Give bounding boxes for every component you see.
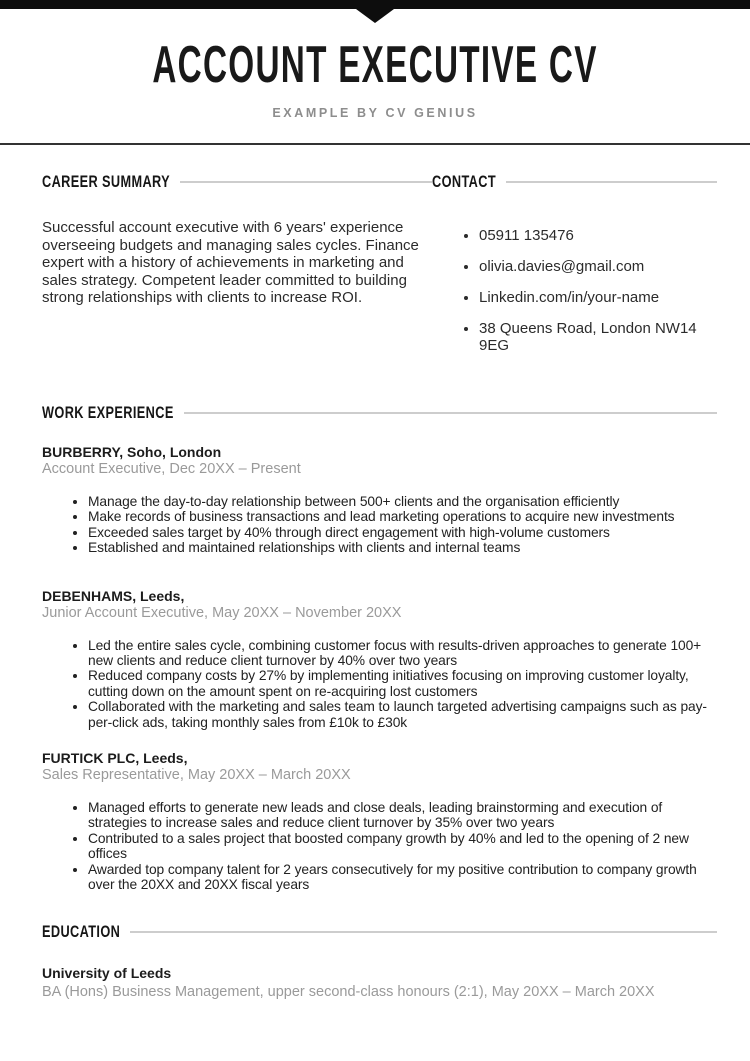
education-details: BA (Hons) Business Management, upper second-class honours (2:1), May 20XX – March 20XX [42, 983, 655, 1000]
contact-item-phone: • 05911 135476 [479, 227, 717, 244]
work-experience-heading: WORK EXPERIENCE [42, 403, 174, 422]
job-role-dates: Junior Account Executive, May 20XX – November 20XX [42, 604, 402, 621]
job-role-dates: Account Executive, Dec 20XX – Present [42, 461, 301, 477]
job-company: BURBERRY, Soho, London [42, 444, 222, 460]
career-summary-rule [180, 181, 432, 183]
job-bullet: • Manage the day-to-day relationship between 500+ clients and the organisation efficiently [88, 494, 717, 509]
page-title: ACCOUNT EXECUTIVE CV [152, 36, 598, 94]
job-bullet: • Established and maintained relationships with clients and internal teams [88, 540, 717, 555]
work-experience-section [0, 404, 750, 893]
job-bullet: • Make records of business transactions and lead marketing operations to acquire new investments [88, 509, 717, 524]
education-section [0, 923, 750, 1000]
work-experience-rule [184, 412, 717, 414]
job-role-dates: Sales Representative, May 20XX – March 20XX [42, 767, 351, 784]
job-company: DEBENHAMS, Leeds, [42, 587, 185, 604]
contact-section [432, 173, 717, 368]
page-subtitle: EXAMPLE BY CV GENIUS [272, 106, 478, 120]
job-furtick [42, 750, 717, 892]
job-bullet-list [42, 638, 717, 730]
job-debenhams [42, 588, 717, 730]
career-summary-header [42, 173, 432, 191]
summary-contact-row [0, 173, 750, 368]
contact-header [432, 173, 717, 191]
contact-item-linkedin: • Linkedin.com/in/your-name [479, 289, 717, 306]
contact-item-address: • 38 Queens Road, London NW14 9EG [479, 320, 717, 354]
job-bullet: • Contributed to a sales project that boosted company growth by 40% and led to the opening of 2 new offices [88, 831, 717, 862]
header-divider [0, 143, 750, 145]
contact-list [432, 227, 717, 354]
job-bullet: • Reduced company costs by 27% by implementing initiatives focusing on improving customer loyalty, cutting down on the amount spent on re-acquiring lost customers [88, 668, 717, 699]
job-bullet: • Led the entire sales cycle, combining customer focus with results-driven approaches to generate 100+ new clients and reduce client turnover by 40% over two years [88, 638, 717, 669]
career-summary-heading: CAREER SUMMARY [42, 172, 171, 191]
top-black-bar [0, 0, 750, 9]
job-bullet: • Awarded top company talent for 2 years consecutively for my positive contribution to company growth over the 20XX and 20XX fiscal years [88, 862, 717, 893]
job-company: FURTICK PLC, Leeds, [42, 750, 188, 767]
job-bullet: • Managed efforts to generate new leads and close deals, leading brainstorming and execution of strategies to increase sales and reduce client turnover by 35% over two years [88, 800, 717, 831]
work-experience-header [42, 404, 717, 422]
contact-heading: CONTACT [432, 172, 497, 191]
education-rule [130, 931, 717, 933]
job-bullet-list [42, 494, 717, 556]
job-burberry [42, 444, 717, 556]
career-summary-section [42, 173, 432, 368]
job-bullet: • Collaborated with the marketing and sales team to launch targeted advertising campaigns such as pay-per-click ads, taking monthly sales from £10k to £30k [88, 699, 717, 730]
contact-rule [506, 181, 717, 183]
job-bullet-list [42, 800, 717, 892]
education-header [42, 923, 717, 941]
contact-item-email: • olivia.davies@gmail.com [479, 258, 717, 275]
header-notch-triangle-icon [356, 9, 394, 23]
education-heading: EDUCATION [42, 921, 121, 941]
job-bullet: • Exceeded sales target by 40% through direct engagement with high-volume customers [88, 525, 717, 540]
career-summary-text: Successful account executive with 6 years' experience overseeing budgets and managing sales cycles. Finance expert with a history of achievements in marketing and sales strategy. Competent leader committed to building strong relationships with clients to increase ROI. [42, 219, 419, 307]
education-school: University of Leeds [42, 964, 172, 981]
